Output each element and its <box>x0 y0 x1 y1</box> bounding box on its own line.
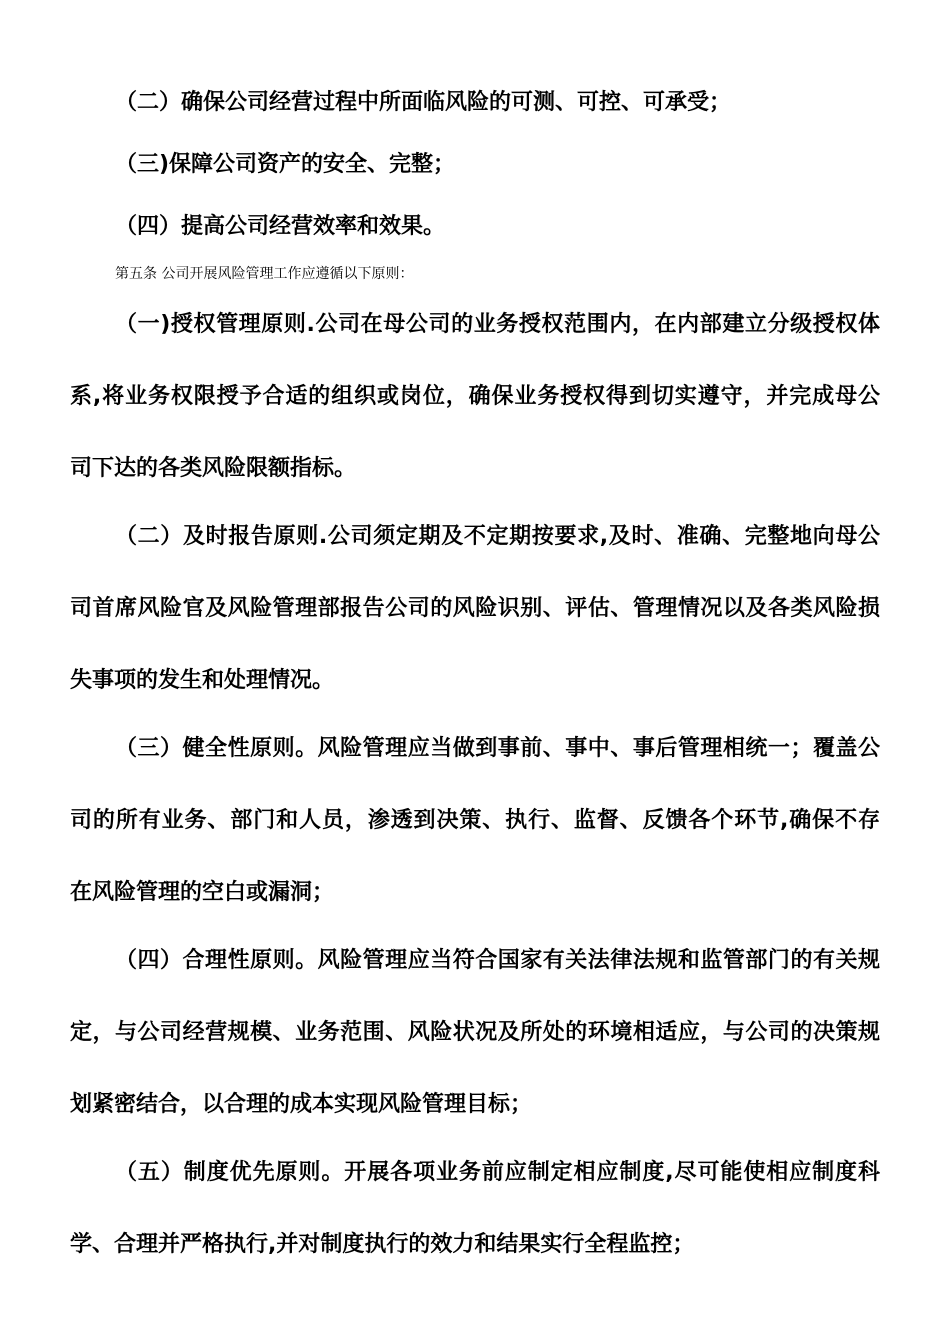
principle-3-line-2: 司的所有业务、部门和人员，渗透到决策、执行、监督、反馈各个环节,确保不存 <box>70 808 880 833</box>
principle-3-line-1: （三）健全性原则。风险管理应当做到事前、事中、事后管理相统一；覆盖公 <box>115 736 880 761</box>
principle-2-line-3: 失事项的发生和处理情况。 <box>70 668 335 693</box>
principle-2-line-2: 司首席风险官及风险管理部报告公司的风险识别、评估、管理情况以及各类风险损 <box>70 596 880 621</box>
principle-4-line-3: 划紧密结合，以合理的成本实现风险管理目标； <box>70 1092 533 1117</box>
principle-5-line-1: （五）制度优先原则。开展各项业务前应制定相应制度,尽可能使相应制度科 <box>115 1160 880 1185</box>
principle-2-line-1: （二）及时报告原则.公司须定期及不定期按要求,及时、准确、完整地向母公 <box>115 524 880 549</box>
principle-4-line-2: 定，与公司经营规模、业务范围、风险状况及所处的环境相适应，与公司的决策规 <box>70 1020 880 1045</box>
objective-item-4: （四）提高公司经营效率和效果。 <box>115 214 446 239</box>
objective-item-2: （二）确保公司经营过程中所面临风险的可测、可控、可承受； <box>115 90 732 115</box>
principle-1-line-2: 系,将业务权限授予合适的组织或岗位，确保业务授权得到切实遵守，并完成母公 <box>70 384 880 409</box>
principle-1-line-1: （一)授权管理原则.公司在母公司的业务授权范围内，在内部建立分级授权体 <box>115 312 880 337</box>
principle-4-line-1: （四）合理性原则。风险管理应当符合国家有关法律法规和监管部门的有关规 <box>115 948 880 973</box>
principle-3-line-3: 在风险管理的空白或漏洞； <box>70 880 335 905</box>
objective-item-3: （三)保障公司资产的安全、完整； <box>115 152 456 177</box>
principle-1-line-3: 司下达的各类风险限额指标。 <box>70 456 357 481</box>
article-5-heading: 第五条 公司开展风险管理工作应遵循以下原则： <box>115 266 414 282</box>
principle-5-line-2: 学、合理并严格执行,并对制度执行的效力和结果实行全程监控； <box>70 1232 695 1257</box>
